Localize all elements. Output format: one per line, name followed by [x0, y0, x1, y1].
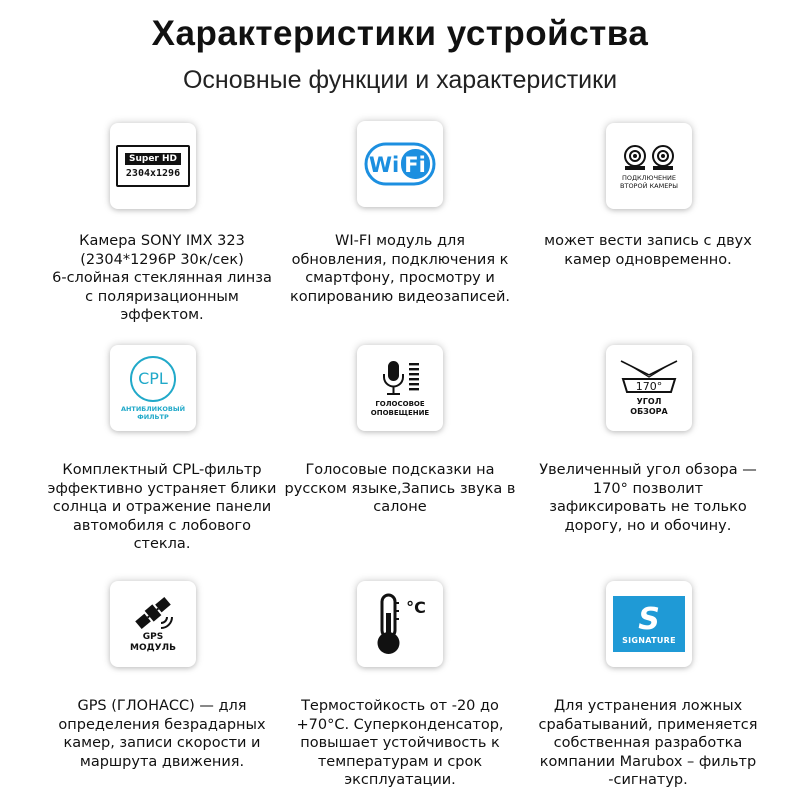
svg-text:Wi: Wi	[368, 153, 400, 177]
wifi-icon	[357, 121, 443, 207]
feature-description: Термостойкость от -20 до +70°C. Суперконденсатор, повышает устойчивость к температурам и срок эксплуатации.	[296, 698, 504, 788]
cpl-filter-icon: CPL АНТИБЛИКОВЫЙ ФИЛЬТР	[110, 345, 196, 431]
page-subtitle: Основные функции и характеристики	[182, 66, 618, 94]
feature-description: Для устранения ложных срабатываний, применяется собственная разработка компании Marubox – фильтр -сигнатур.	[538, 698, 758, 788]
feature-description: Голосовые подсказки на русском языке,Запись звука в салоне	[284, 462, 516, 515]
svg-text:Fi: Fi	[404, 153, 426, 177]
second-camera-icon: ПОДКЛЮЧЕНИЕ ВТОРОЙ КАМЕРЫ	[606, 123, 692, 209]
signature-icon: S SIGNATURE	[606, 581, 692, 667]
feature-description: Камера SONY IMX 323 (2304*1296P 30к/сек) 6-слойная стеклянная линза с поляризационным эффектом.	[52, 233, 272, 323]
feature-description: Комплектный CPL-фильтр эффективно устраняет блики солнца и отражение панели автомобиля с лобового стекла.	[47, 462, 277, 552]
feature-description: GPS (ГЛОНАСС) — для определения безрадарных камер, записи скорости и маршрута движения.	[58, 698, 266, 770]
svg-text:170°: 170°	[635, 380, 663, 393]
microphone-icon: ГОЛОСОВОЕ ОПОВЕЩЕНИЕ	[357, 345, 443, 431]
gps-satellite-icon: GPS МОДУЛЬ	[110, 581, 196, 667]
svg-text:°C: °C	[406, 598, 426, 617]
viewing-angle-icon: 170° УГОЛ ОБЗОРА	[606, 345, 692, 431]
thermometer-icon	[357, 581, 443, 667]
page-title: Характеристики устройства	[151, 14, 649, 53]
feature-description: WI-FI модуль для обновления, подключения к смартфону, просмотру и копированию видеозаписей.	[290, 233, 510, 305]
feature-description: может вести запись с двух камер одновременно.	[544, 233, 752, 268]
feature-description: Увеличенный угол обзора — 170° позволит зафиксировать не только дорогу, но и обочину.	[539, 462, 757, 534]
super-hd-icon: Super HD 2304x1296	[110, 123, 196, 209]
